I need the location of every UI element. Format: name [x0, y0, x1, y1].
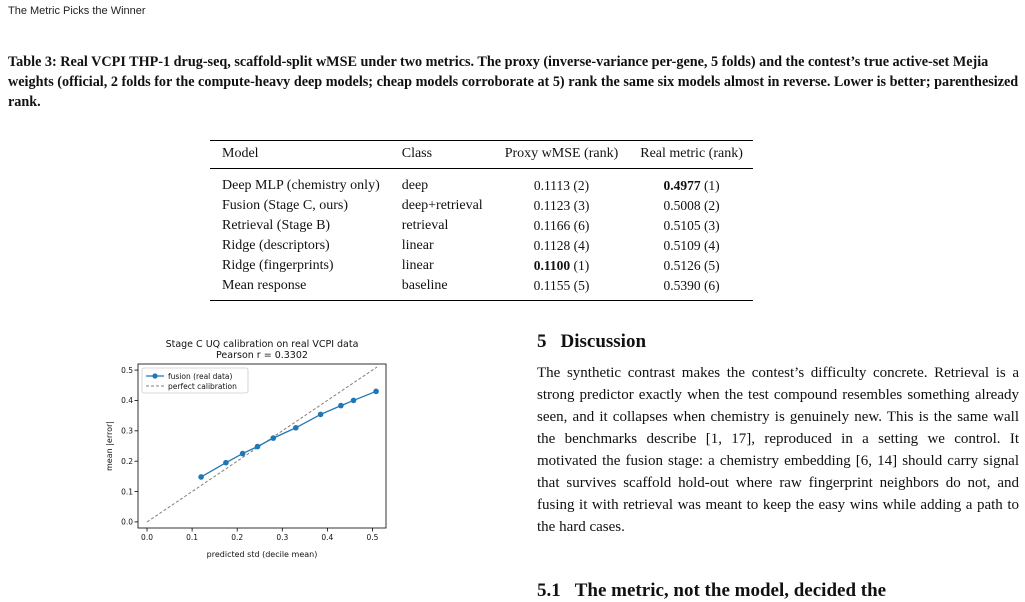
- real-value: 0.5105: [663, 218, 701, 233]
- real-rank: (2): [703, 198, 720, 213]
- proxy-value: 0.1123: [533, 198, 571, 213]
- table-row: [210, 169, 753, 197]
- subsection-title: The metric, not the model, decided the: [574, 580, 887, 601]
- cell-proxy: [493, 256, 629, 276]
- real-value: 0.5390: [663, 278, 701, 293]
- legend-perfect-label: perfect calibration: [168, 382, 237, 391]
- model-class: deep+retrieval: [401, 198, 483, 213]
- cell-real: [628, 236, 753, 256]
- cell-proxy: [493, 276, 629, 301]
- x-tick-label: 0.5: [366, 533, 379, 542]
- proxy-value: 0.1113: [533, 178, 570, 193]
- model-name: Ridge (fingerprints): [222, 258, 334, 273]
- real-rank: (6): [703, 278, 720, 293]
- real-rank: (3): [703, 218, 720, 233]
- x-tick-label: 0.1: [186, 533, 199, 542]
- proxy-rank: (3): [573, 198, 590, 213]
- subsection-heading: [537, 580, 886, 602]
- table-row: [210, 236, 753, 256]
- cell-real: [628, 196, 753, 216]
- real-rank: (5): [703, 258, 720, 273]
- x-axis-label: predicted std (decile mean): [206, 550, 318, 559]
- model-class: retrieval: [401, 218, 449, 233]
- fusion-point: [351, 398, 357, 404]
- cell-proxy: [493, 169, 629, 197]
- fusion-point: [270, 435, 276, 441]
- proxy-value: 0.1100: [533, 258, 571, 273]
- legend-fusion-marker: [152, 373, 157, 378]
- cell-real: [628, 169, 753, 197]
- cell-model: [210, 236, 390, 256]
- fusion-point: [338, 403, 344, 409]
- model-class: linear: [401, 258, 434, 273]
- cell-model: [210, 256, 390, 276]
- table-row: [210, 216, 753, 236]
- real-value: 0.4977: [663, 178, 701, 193]
- results-table: [210, 140, 753, 301]
- calibration-chart: [100, 334, 400, 570]
- table-row: [210, 276, 753, 301]
- cell-proxy: [493, 216, 629, 236]
- proxy-rank: (4): [573, 238, 590, 253]
- model-class: baseline: [401, 278, 448, 293]
- section-title: Discussion: [560, 331, 647, 352]
- fusion-point: [255, 444, 261, 450]
- x-tick-label: 0.0: [141, 533, 153, 542]
- proxy-rank: (1): [573, 258, 590, 273]
- y-axis-label: mean |error|: [105, 421, 114, 471]
- real-value: 0.5126: [663, 258, 701, 273]
- fusion-point: [240, 451, 246, 457]
- cell-class: [390, 236, 493, 256]
- x-tick-label: 0.3: [276, 533, 289, 542]
- model-class: deep: [401, 178, 429, 193]
- cell-class: [390, 169, 493, 197]
- header-class: Class: [401, 146, 433, 161]
- y-tick-label: 0.0: [121, 517, 133, 527]
- y-tick-label: 0.1: [121, 487, 133, 497]
- chart-title: Stage C UQ calibration on real VCPI data: [165, 339, 359, 350]
- fusion-point: [318, 412, 324, 418]
- proxy-value: 0.1155: [533, 278, 571, 293]
- real-value: 0.5109: [663, 238, 701, 253]
- x-tick-label: 0.4: [321, 533, 334, 542]
- real-rank: (1): [703, 178, 720, 193]
- cell-class: [390, 216, 493, 236]
- proxy-rank: (5): [573, 278, 590, 293]
- y-tick-label: 0.4: [121, 396, 133, 406]
- running-head: The Metric Picks the Winner: [8, 5, 146, 17]
- cell-model: [210, 169, 390, 197]
- cell-model: [210, 276, 390, 301]
- proxy-rank: (6): [573, 218, 590, 233]
- proxy-value: 0.1166: [533, 218, 571, 233]
- fusion-point: [293, 425, 299, 431]
- proxy-value: 0.1128: [533, 238, 571, 253]
- header-proxy: Proxy wMSE (rank): [504, 146, 619, 161]
- header-model: Model: [222, 146, 259, 161]
- model-class: linear: [401, 238, 434, 253]
- legend-fusion-label: fusion (real data): [168, 372, 233, 381]
- discussion-paragraph: The synthetic contrast makes the contest’s difficulty concrete. Retrieval is a strong predictor exactly when the test compound resembles something already seen, and it collapses when chemistry is genuinely new. This is the same wall the benchmarks describe [1, 17], reproduced in a setting we control. It motivated the fusion stage: a chemistry embedding [6, 14] should carry signal that survives scaffold hold-out where raw fingerprint neighbors do not, and fusing it with retrieval was meant to keep the easy wins while adding a path to the hard cases.: [537, 365, 1019, 535]
- cell-real: [628, 216, 753, 236]
- cell-model: [210, 196, 390, 216]
- fusion-point: [373, 389, 379, 395]
- chart-subtitle: Pearson r = 0.3302: [216, 350, 308, 361]
- cell-class: [390, 256, 493, 276]
- cell-proxy: [493, 236, 629, 256]
- model-name: Retrieval (Stage B): [222, 218, 331, 233]
- table-row: [210, 196, 753, 216]
- real-rank: (4): [703, 238, 720, 253]
- cell-proxy: [493, 196, 629, 216]
- model-name: Ridge (descriptors): [222, 238, 330, 253]
- cell-class: [390, 276, 493, 301]
- cell-real: [628, 276, 753, 301]
- table-row: [210, 256, 753, 276]
- model-name: Fusion (Stage C, ours): [222, 198, 348, 213]
- real-value: 0.5008: [663, 198, 701, 213]
- cell-class: [390, 196, 493, 216]
- chart-legend: [142, 368, 248, 393]
- subsection-number: 5.1: [537, 580, 561, 601]
- proxy-rank: (2): [573, 178, 590, 193]
- x-tick-label: 0.2: [231, 533, 244, 542]
- model-name: Mean response: [222, 278, 307, 293]
- cell-real: [628, 256, 753, 276]
- y-tick-label: 0.5: [121, 365, 133, 375]
- model-name: Deep MLP (chemistry only): [222, 178, 380, 193]
- section-heading: [537, 331, 646, 353]
- fusion-point: [223, 460, 229, 466]
- header-real: Real metric (rank): [640, 146, 743, 161]
- y-tick-label: 0.2: [121, 456, 133, 466]
- y-tick-label: 0.3: [121, 426, 133, 436]
- table-header-row: [210, 141, 753, 169]
- fusion-point: [198, 474, 204, 480]
- table-caption: Table 3: Real VCPI THP-1 drug-seq, scaffold-split wMSE under two metrics. The proxy (inverse-variance per-gene, 5 folds) and the contest’s true active-set Mejia weights (official, 2 folds for the compute-heavy deep models; cheap models corroborate at 5) rank the same six models almost in reverse. Lower is better; parenthesized rank.: [8, 54, 1019, 110]
- section-number: 5: [537, 331, 547, 352]
- cell-model: [210, 216, 390, 236]
